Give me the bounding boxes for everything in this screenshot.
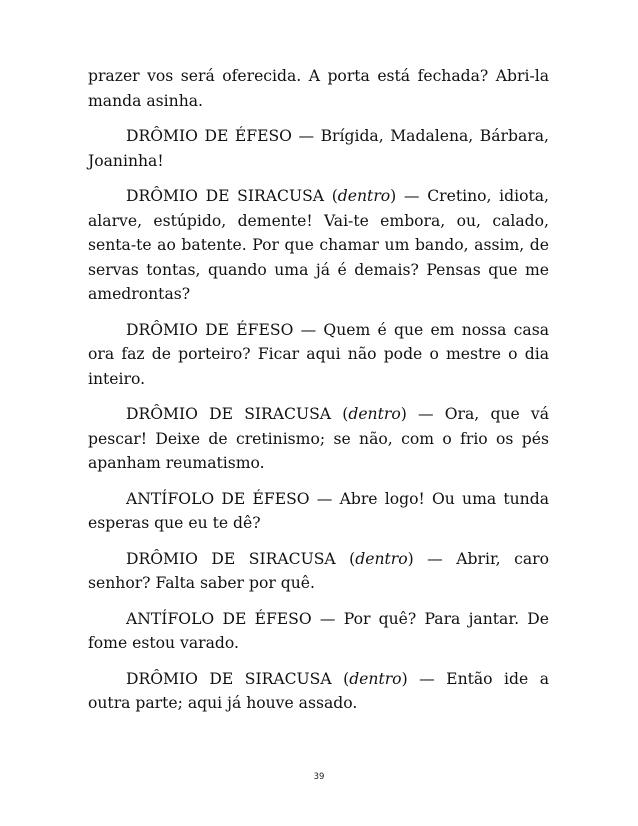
paragraph-text: ) — Ora, que vá pescar! Deixe de cretinismo; se não, com o frio os pés apanham reumatismo. (88, 405, 550, 472)
stage-direction-text: dentro (355, 549, 408, 568)
paragraph (88, 184, 549, 307)
stage-direction-text: dentro (349, 669, 402, 688)
paragraph-text: DRÔMIO DE SIRACUSA ( (126, 405, 349, 423)
page-body (88, 64, 549, 727)
paragraph-text: DRÔMIO DE SIRACUSA ( (126, 187, 338, 205)
stage-direction-text: dentro (348, 405, 401, 423)
paragraph-text: DRÔMIO DE ÉFESO — Quem é que em nossa casa ora faz de porteiro? Ficar aqui não pode o mestre o dia inteiro. (88, 320, 549, 388)
paragraph-text: DRÔMIO DE SIRACUSA ( (126, 669, 350, 688)
paragraph (88, 402, 549, 476)
paragraph-text: ANTÍFOLO DE ÉFESO — Por quê? Para jantar. De fome estou varado. (88, 609, 549, 652)
paragraph-text: ) — Cretino, idiota, alarve, estúpido, demente! Vai-te embora, ou, calado, senta-te ao batente. Por que chamar um bando, assim, de servas tontas, quando uma já é demais? Pensas que me amedrontas? (88, 187, 549, 303)
paragraph-text: DRÔMIO DE ÉFESO — Brígida, Madalena, Bárbara, Joaninha! (88, 127, 549, 170)
paragraph (88, 487, 549, 536)
paragraph-text: ANTÍFOLO DE ÉFESO — Abre logo! Ou uma tunda esperas que eu te dê? (88, 489, 549, 532)
page-number: 39 (313, 772, 325, 782)
paragraph (88, 607, 549, 656)
paragraph-text: ) — Então ide a outra parte; aqui já houve assado. (88, 669, 549, 712)
paragraph (88, 667, 549, 716)
paragraph (88, 318, 549, 392)
paragraph-text: ) — Abrir, caro senhor? Falta saber por quê. (88, 549, 549, 592)
stage-direction-text: dentro (337, 187, 391, 205)
paragraph-text: DRÔMIO DE SIRACUSA ( (126, 549, 356, 568)
paragraph-text: prazer vos será oferecida. A porta está fechada? Abri-la manda asinha. (88, 67, 549, 110)
paragraph (88, 64, 549, 113)
paragraph (88, 547, 549, 596)
paragraph (88, 124, 549, 173)
